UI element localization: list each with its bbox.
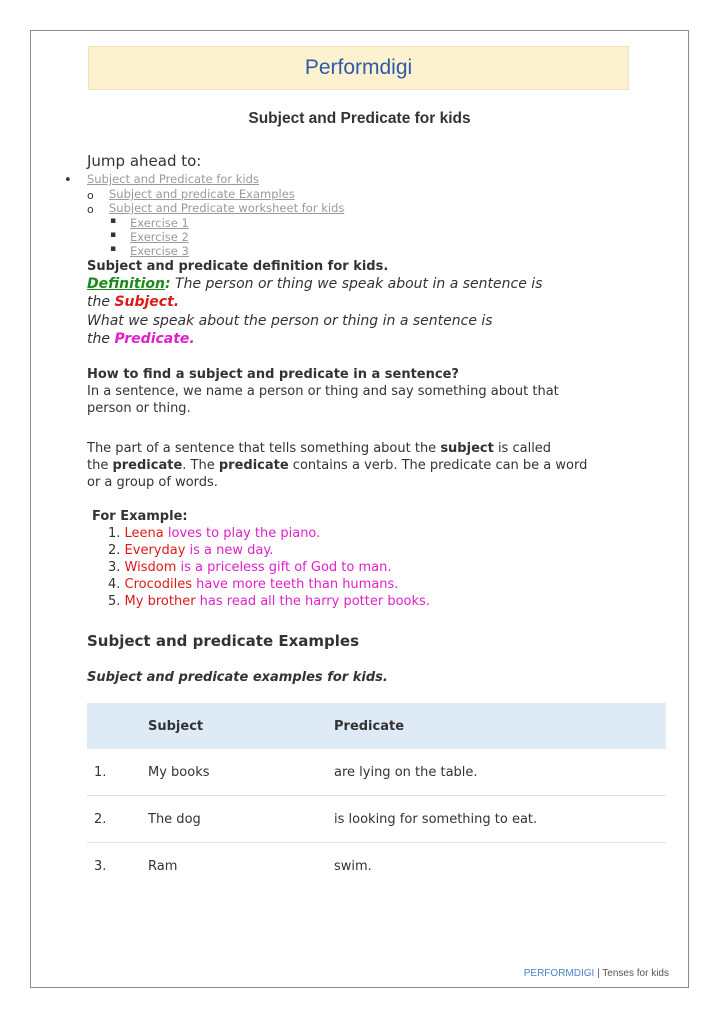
para-text: The part of a sentence that tells something about the [87, 441, 441, 456]
examples-section-subheading: Subject and predicate examples for kids. [87, 670, 388, 685]
example-item [108, 577, 398, 592]
example-number: 4. [108, 577, 121, 592]
toc-bullet: ▪ [110, 216, 117, 226]
definition-line-1 [87, 276, 542, 292]
table-cell-predicate: is looking for something to eat. [334, 812, 538, 827]
para-text: is called [493, 441, 552, 456]
subject-keyword: Subject. [114, 294, 180, 310]
toc-link-examples[interactable]: Subject and predicate Examples [109, 187, 295, 201]
example-subject: Crocodiles [124, 577, 192, 592]
table-row [87, 796, 666, 843]
site-title: Performdigi [304, 56, 413, 79]
example-subject: My brother [124, 594, 196, 609]
toc-link-subject-predicate[interactable]: Subject and Predicate for kids [87, 172, 259, 186]
toc-bullet: ▪ [110, 244, 117, 254]
footer-text: Tenses for kids [602, 968, 669, 979]
document-title: Subject and Predicate for kids [248, 110, 471, 127]
example-predicate: have more teeth than humans. [191, 577, 399, 592]
definition-line-4 [87, 331, 195, 347]
header-banner [88, 46, 629, 90]
toc-link-exercise-3[interactable]: Exercise 3 [130, 244, 189, 258]
para-line-1 [87, 441, 551, 456]
table-row [87, 749, 666, 796]
example-subject: Wisdom [124, 560, 177, 575]
footer-separator: | [594, 968, 603, 979]
example-number: 1. [108, 526, 121, 541]
example-number: 3. [108, 560, 121, 575]
para-line-2 [87, 458, 587, 473]
how-line-1: In a sentence, we name a person or thing and say something about that [87, 384, 559, 399]
table-row [87, 843, 666, 889]
definition-line-3: What we speak about the person or thing in a sentence is [87, 313, 493, 329]
example-item [108, 543, 273, 558]
toc-bullet: o [87, 203, 94, 216]
definition-label: Definition [87, 276, 165, 292]
how-heading: How to find a subject and predicate in a sentence? [87, 367, 459, 382]
definition-text-1: The person or thing we speak about in a sentence is [170, 276, 543, 292]
footer-brand: PERFORMDIGI [523, 968, 595, 979]
example-predicate: loves to play the piano. [163, 526, 321, 541]
toc-link-exercise-1[interactable]: Exercise 1 [130, 216, 189, 230]
example-subject: Everyday [124, 543, 186, 558]
table-cell-subject: Ram [148, 859, 178, 874]
example-predicate: is a new day. [185, 543, 274, 558]
table-cell-number: 3. [94, 859, 107, 874]
definition-the-1: the [87, 294, 115, 310]
jump-ahead-label: Jump ahead to: [87, 152, 202, 170]
example-subject: Leena [124, 526, 164, 541]
example-number: 2. [108, 543, 121, 558]
example-item [108, 526, 320, 541]
table-header-subject: Subject [148, 719, 204, 734]
page-footer [524, 968, 669, 979]
example-number: 5. [108, 594, 121, 609]
toc-link-worksheet[interactable]: Subject and Predicate worksheet for kids [109, 201, 345, 215]
example-item [108, 560, 391, 575]
para-line-3: or a group of words. [87, 475, 218, 490]
definition-colon: : [164, 276, 171, 292]
table-header-row [87, 703, 666, 749]
table-cell-predicate: swim. [334, 859, 372, 874]
table-cell-number: 2. [94, 812, 107, 827]
para-bold-subject: subject [440, 441, 494, 456]
table-cell-subject: My books [148, 765, 210, 780]
table-header-predicate: Predicate [334, 719, 405, 734]
predicate-keyword: Predicate. [114, 331, 195, 347]
example-predicate: has read all the harry potter books. [195, 594, 430, 609]
example-item [108, 594, 430, 609]
definition-heading: Subject and predicate definition for kids. [87, 259, 389, 274]
para-text: contains a verb. The predicate can be a word [288, 458, 588, 473]
example-predicate: is a priceless gift of God to man. [176, 560, 392, 575]
toc-bullet: • [64, 173, 72, 188]
toc-bullet: o [87, 189, 94, 202]
para-text: the [87, 458, 113, 473]
para-bold-predicate: predicate [112, 458, 183, 473]
toc-link-exercise-2[interactable]: Exercise 2 [130, 230, 189, 244]
definition-the-2: the [87, 331, 115, 347]
para-text: . The [182, 458, 219, 473]
how-line-2: person or thing. [87, 401, 191, 416]
table-cell-subject: The dog [148, 812, 201, 827]
examples-table [87, 703, 666, 889]
examples-heading: For Example: [92, 509, 188, 524]
toc-bullet: ▪ [110, 230, 117, 240]
examples-section-heading: Subject and predicate Examples [87, 632, 359, 650]
table-cell-predicate: are lying on the table. [334, 765, 478, 780]
para-bold-predicate: predicate [218, 458, 289, 473]
table-cell-number: 1. [94, 765, 107, 780]
definition-line-2 [87, 294, 179, 310]
